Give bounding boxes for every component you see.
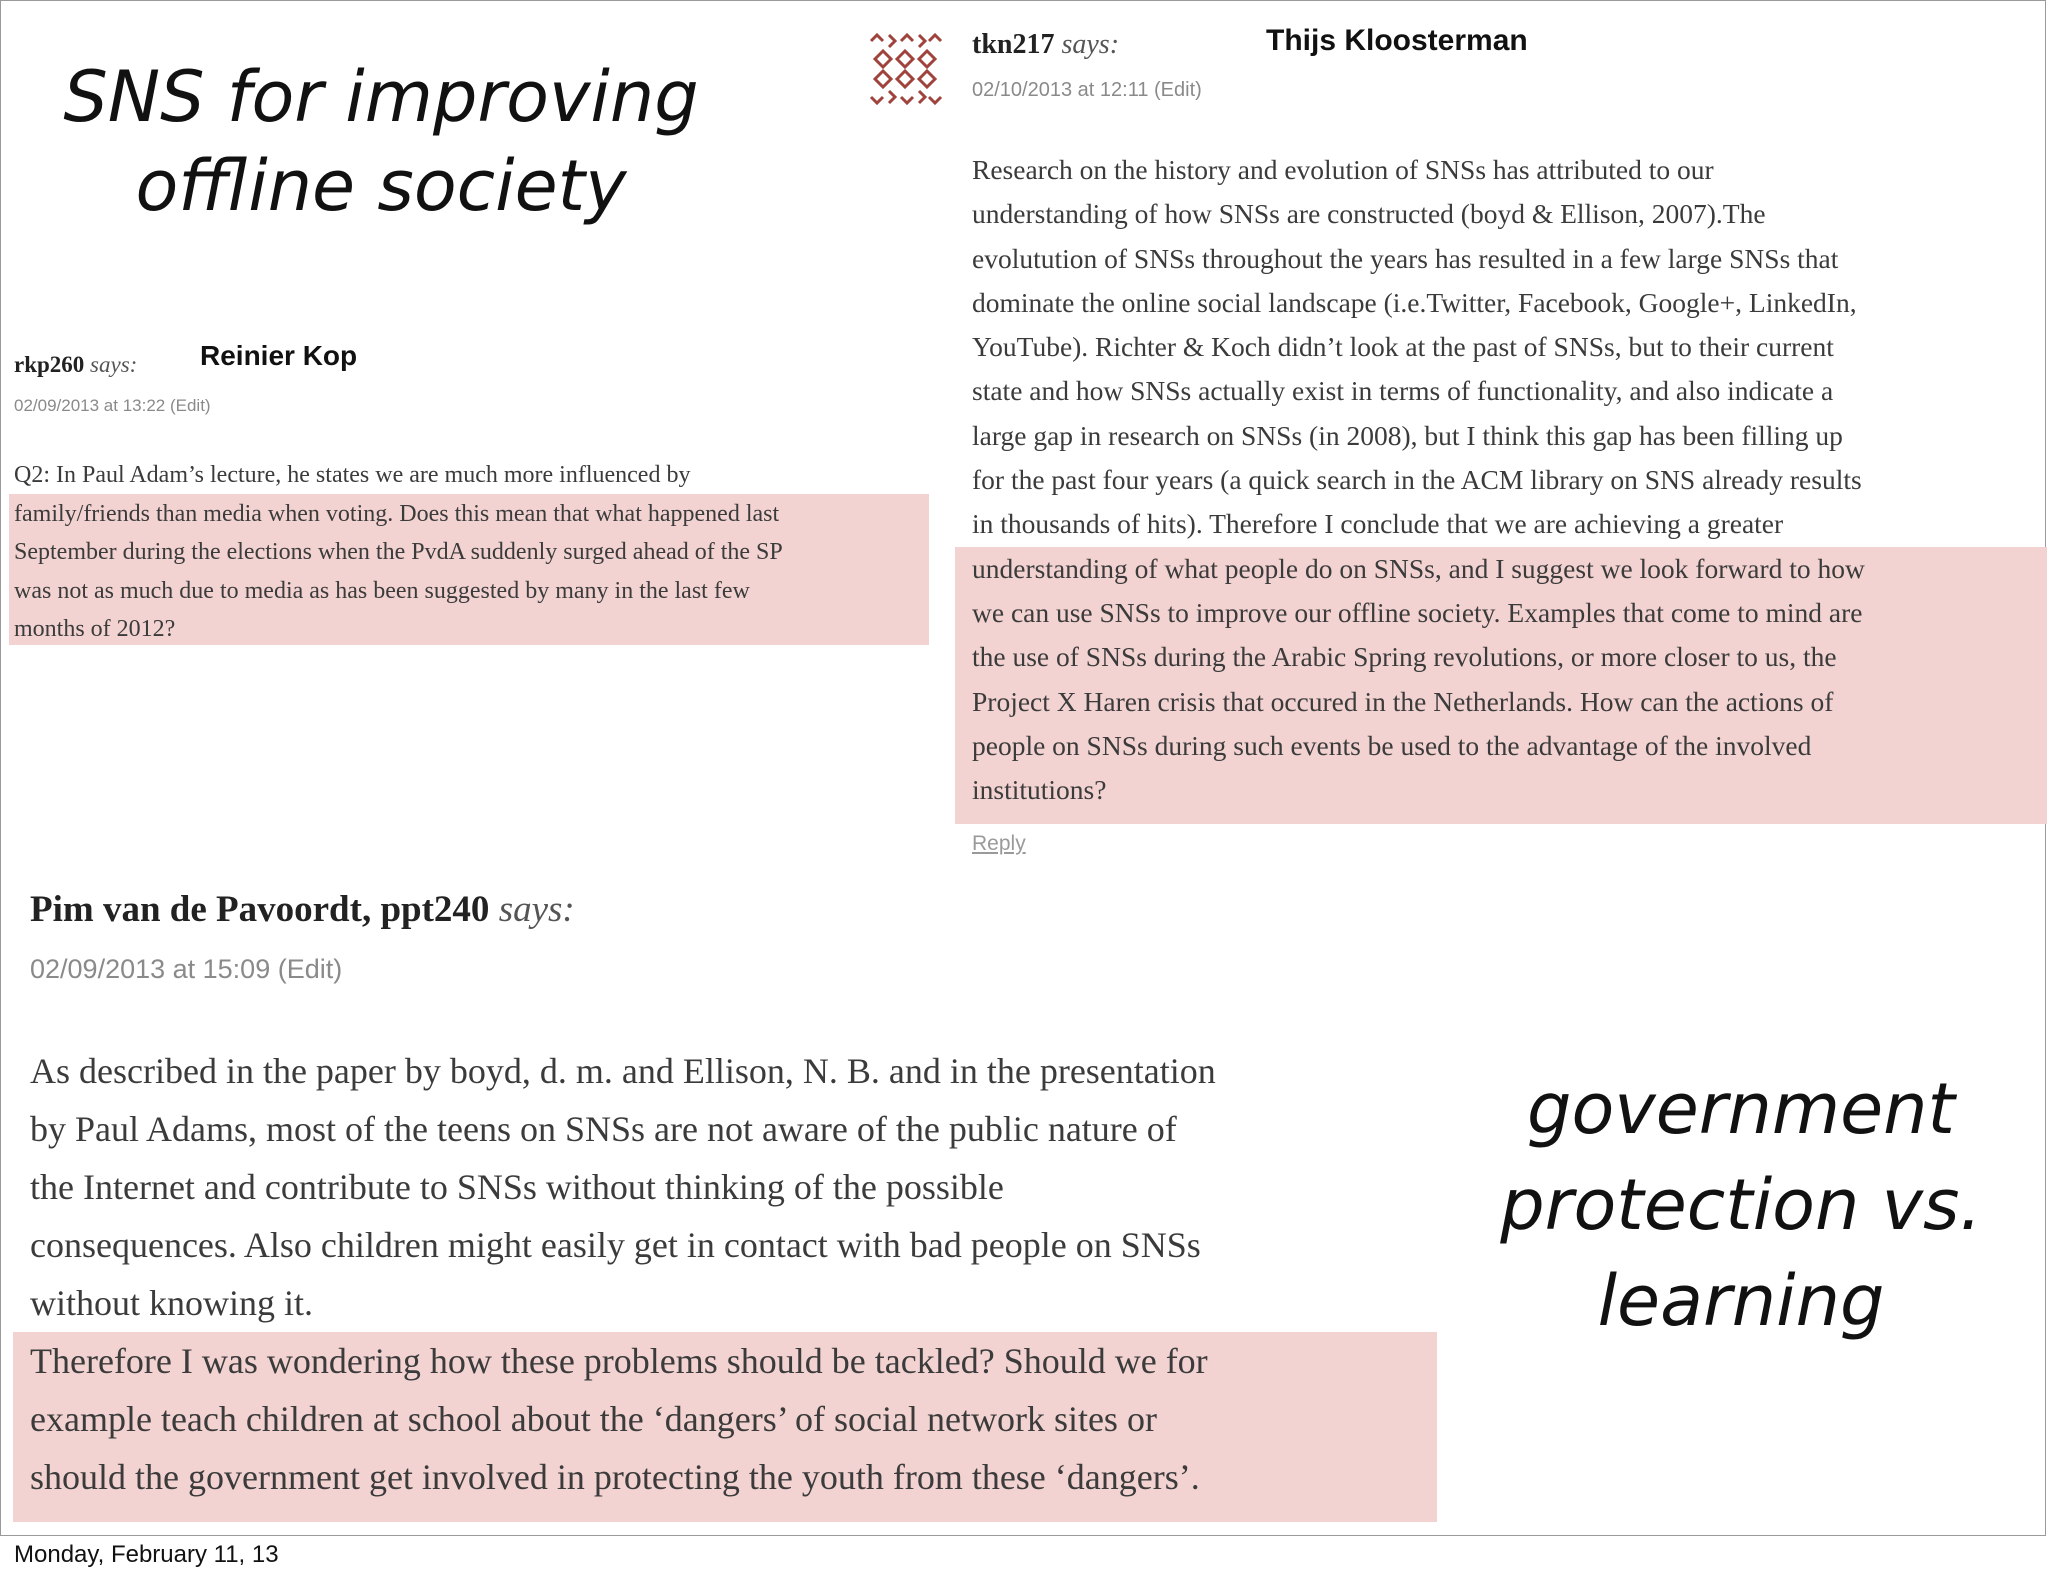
side-title-line: protection vs.	[1500, 1164, 1982, 1246]
comment-line: for the past four years (a quick search in the ACM library on SNS already results	[972, 464, 1862, 496]
comment-author	[972, 29, 1119, 61]
comment-line: As described in the paper by boyd, d. m. and Ellison, N. B. and in the presentation	[30, 1051, 1216, 1091]
comment-body	[14, 456, 783, 649]
comment-body	[972, 148, 1865, 812]
comment-line: state and how SNSs actually exist in terms of functionality, and also indicate a	[972, 375, 1834, 407]
author-handle: tkn217	[972, 29, 1055, 60]
comment-line: example teach children at school about the ‘dangers’ of social network sites or	[30, 1399, 1157, 1439]
comment-body	[30, 1042, 1216, 1506]
comment-line: should the government get involved in protecting the youth from these ‘dangers’.	[30, 1457, 1200, 1497]
comment-line: understanding of what people do on SNSs, and I suggest we look forward to how	[972, 552, 1865, 584]
says-label: says:	[90, 352, 138, 377]
comment-line: in thousands of hits). Therefore I conclude that we are achieving a greater	[972, 508, 1784, 540]
comment-line: understanding of how SNSs are constructed (boyd & Ellison, 2007).The	[972, 198, 1766, 230]
comment-line: large gap in research on SNSs (in 2008), but I think this gap has been filling up	[972, 419, 1843, 451]
comment-line: months of 2012?	[14, 616, 176, 642]
comment-line: by Paul Adams, most of the teens on SNSs are not aware of the public nature of	[30, 1109, 1177, 1149]
comment-line: institutions?	[972, 774, 1107, 806]
comment-author	[30, 888, 575, 931]
comment-line: September during the elections when the PvdA suddenly surged ahead of the SP	[14, 539, 783, 565]
author-handle: Pim van de Pavoordt, ppt240	[30, 889, 490, 930]
comment-line: the use of SNSs during the Arabic Spring revolutions, or more closer to us, the	[972, 641, 1837, 673]
says-label: says:	[1061, 29, 1120, 60]
comment-date: 02/10/2013 at 12:11 (Edit)	[972, 79, 1202, 101]
comment-line: family/friends than media when voting. Does this mean that what happened last	[14, 500, 780, 527]
slide-title-line: SNS for improving	[63, 56, 699, 138]
comment-line: YouTube). Richter & Koch didn’t look at the past of SNSs, but to their current	[972, 331, 1834, 363]
presenter-name: Thijs Kloosterman	[1266, 24, 1528, 57]
comment-line: Therefore I was wondering how these problems should be tackled? Should we for	[30, 1341, 1208, 1381]
slide-title-line: offline society	[135, 144, 627, 227]
comment-author	[14, 352, 137, 378]
slide-title	[61, 53, 701, 231]
side-title	[1491, 1061, 1991, 1349]
presenter-name: Reinier Kop	[200, 340, 358, 371]
comment-date: 02/09/2013 at 15:09 (Edit)	[30, 954, 343, 984]
avatar-icon	[867, 31, 943, 107]
comment-line: the Internet and contribute to SNSs without thinking of the possible	[30, 1167, 1004, 1207]
comment-date: 02/09/2013 at 13:22 (Edit)	[14, 396, 211, 415]
comment-line: Research on the history and evolution of SNSs has attributed to our	[972, 154, 1714, 185]
reply-link[interactable]: Reply	[972, 832, 1026, 855]
comment-line: consequences. Also children might easily get in contact with bad people on SNSs	[30, 1225, 1201, 1265]
comment-line: dominate the online social landscape (i.e.Twitter, Facebook, Google+, LinkedIn,	[972, 286, 1857, 318]
comment-line: we can use SNSs to improve our offline society. Examples that come to mind are	[972, 596, 1863, 628]
comment-line: Q2: In Paul Adam’s lecture, he states we are much more influenced by	[14, 462, 691, 488]
comment-line: was not as much due to media as has been suggested by many in the last few	[14, 577, 750, 604]
footer-date: Monday, February 11, 13	[14, 1541, 279, 1568]
says-label: says:	[498, 889, 575, 930]
comment-line: without knowing it.	[30, 1283, 314, 1323]
comment-line: Project X Haren crisis that occured in the Netherlands. How can the actions of	[972, 685, 1834, 717]
author-handle: rkp260	[14, 352, 85, 377]
comment-line: people on SNSs during such events be used to the advantage of the involved	[972, 729, 1812, 761]
comment-line: evolutution of SNSs throughout the years has resulted in a few large SNSs that	[972, 242, 1839, 274]
side-title-line: learning	[1597, 1260, 1885, 1342]
side-title-line: government	[1527, 1068, 1955, 1150]
